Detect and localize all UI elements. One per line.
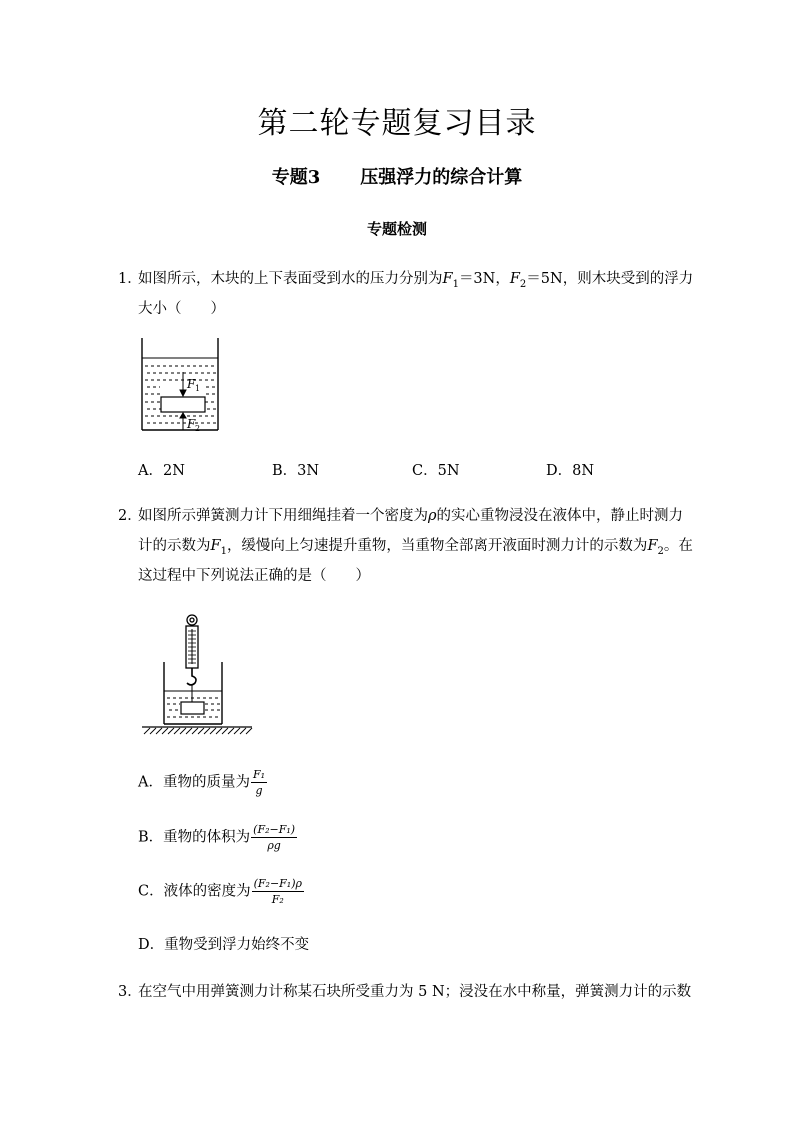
- q2-stem-line2: 计的示数为$F_1$，缓慢向上匀速提升重物，当重物全部离开液面时测力计的示数为$F_2$。在: [138, 538, 693, 557]
- q2-option-d[interactable]: D．重物受到浮力始终不变: [138, 937, 310, 953]
- fraction-a: $\frac{\text{F₁}}{g}$: [252, 768, 266, 797]
- scale-hook: [187, 668, 196, 685]
- q1-figure-beaker: [138, 336, 224, 434]
- fraction-c: $\frac{\text{(F₂−F₁)ρ}}{\text{F₂}}$: [253, 877, 302, 906]
- q2-stem-line1: 如图所示弹簧测力计下用细绳挂着一个密度为ρ的实心重物浸没在液体中，静止时测力: [138, 508, 684, 524]
- q1-stem-line1: 如图所示，木块的上下表面受到水的压力分别为$F_1=3N$，$F_2=5N$，则木块受到的浮力: [138, 271, 694, 290]
- q2-stem-line3: 这过程中下列说法正确的是（ ）: [138, 568, 370, 584]
- label-f1-sub: 1: [195, 384, 201, 393]
- q3-number: 3．: [118, 984, 142, 1000]
- q2-option-b[interactable]: B．重物的体积为 $\frac{\text{(F₂−F₁)}}{\rho g}$: [138, 823, 296, 852]
- q1-stem-line2: 大小（ ）: [138, 301, 225, 317]
- fraction-b: $\frac{\text{(F₂−F₁)}}{\rho g}$: [253, 823, 296, 852]
- topic-name: 压强浮力的综合计算: [360, 167, 523, 188]
- page-title: 第二轮专题复习目录: [257, 106, 537, 141]
- force-arrow-top: [180, 372, 186, 396]
- section-title: 专题检测: [366, 220, 427, 238]
- topic-title: [0, 163, 794, 189]
- q2-option-c[interactable]: C．液体的密度为 $\frac{\text{(F₂−F₁)ρ}}{\text{F₂}}$: [138, 877, 302, 906]
- label-f2: F: [187, 417, 196, 431]
- wooden-block: [161, 397, 205, 412]
- q1-option-c[interactable]: C．5N: [412, 463, 460, 479]
- q2-number: 2．: [118, 508, 142, 524]
- ground-hatch: [144, 728, 252, 734]
- water-dashes: [145, 366, 216, 423]
- topic-number: 专题3: [271, 167, 321, 188]
- q2-figure-spring-scale: [140, 612, 258, 736]
- q1-number: 1．: [118, 271, 142, 287]
- label-f2-sub: 2: [195, 424, 201, 433]
- label-f1: F: [187, 377, 196, 391]
- heavy-object: [181, 702, 204, 714]
- q2-option-a[interactable]: A．重物的质量为 $\frac{\text{F₁}}{g}$: [138, 768, 266, 797]
- container-walls: [164, 662, 222, 724]
- q3-stem-line1: 在空气中用弹簧测力计称某石块所受重力为 5 N；浸没在水中称量，弹簧测力计的示数: [138, 984, 692, 1000]
- scale-ring: [187, 615, 197, 625]
- force-arrow-bottom: [180, 413, 186, 430]
- q1-option-b[interactable]: B．3N: [272, 463, 320, 479]
- q1-option-a[interactable]: A．2N: [138, 463, 185, 479]
- q1-option-d[interactable]: D．8N: [546, 463, 595, 479]
